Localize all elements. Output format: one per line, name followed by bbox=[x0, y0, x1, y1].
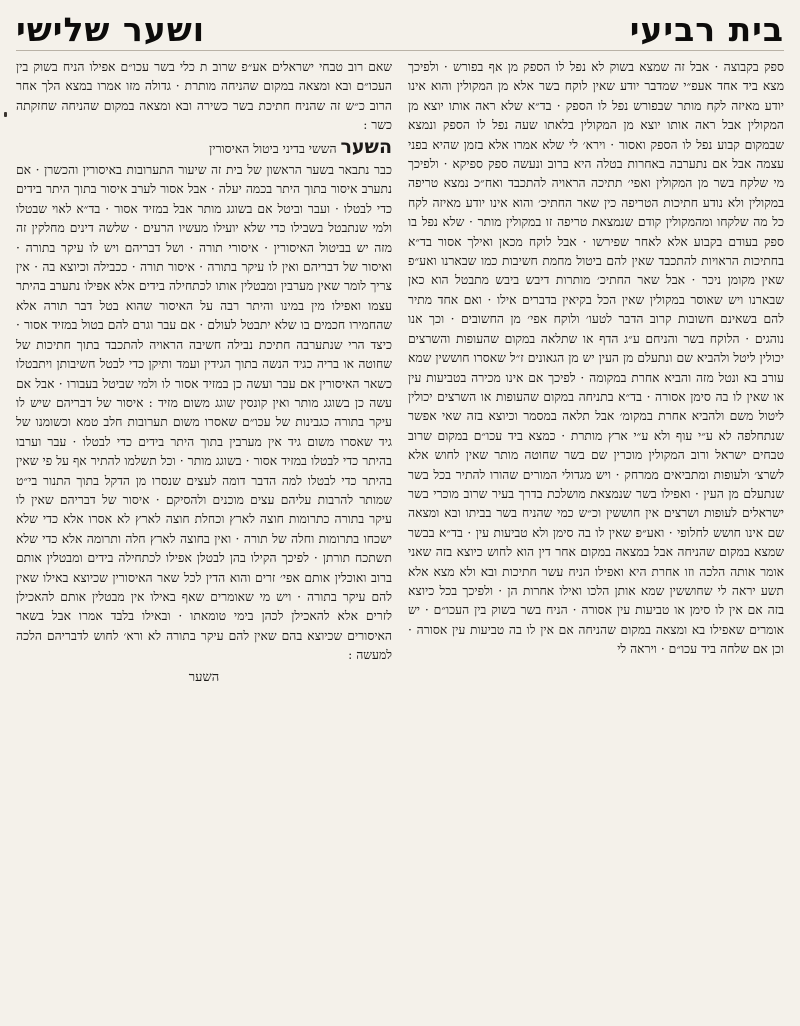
page-header bbox=[16, 10, 784, 51]
margin-mark bbox=[4, 112, 7, 117]
right-text-column bbox=[408, 58, 784, 1016]
left-text-column bbox=[16, 58, 392, 1016]
catchword: השער bbox=[188, 669, 220, 685]
right-column-paragraph: ספק בקבוצה · אבל זה שמצא בשוק לא נפל לו הספק מן אף בפורש · ולפיכך מצא ביד אחד אעפ״י שמדבר יודע שאין לוקח בשר אלא מן המקולין והוא אינו יודע מאיזה לקח מותר שבפורש נפל לו הספק · בד״א שלא ראה אותו יוצא מן המקולין אבל ראה אותו יוצא מן המקולין בלאתו שעה נפל לו הספק ונמצא שבמקום קבוע נפל לו הספק ואסור · וירא׳ לי שלא אמרו אלא בזמן שהיא בפני עצמה אבל אם נתערבה באחרות בטלה היא ברוב ונעשה ספק ספיקא · ולפיכך מי שלקח בשר מן המקולין ואפי׳ תתיכה הראויה להתכבד ואח״כ נמצא טריפה במקולין ולא נודע חתיכות הטריפה כין שאר החתיכ׳ והוא אינו יודע מאיזה לקח כל מה שלקחו ומהמקולין קודם שנמצאת טריפה זו במקולין מותר · שלא נפל בו ספק בעודם בקבוע אלא לאחר שפירשו · אבל לוקח מכאן ואילך אסור בד״א בחתיכות הראויות להתכבד שאין להם ביטול מחמת חשיבות כמו שבארנו ואע״פ שאין מקומן ניכר · אבל שאר החתיכ׳ מותרות דיבש ביבש מתבטל הוא כאן שבארנו ויש שאוסר במקולין שאין הכל בקיאין בדברים אילו · ואם אחד מתיר להם בשאינם חשובות קרוב הדבר לטעו׳ ולוקח אפי׳ מן החשובים · וכך אנו נוהגים · הלוקח בשר והניחם ע״ג הדף או שתלאה במקום שהעופות והשרצים יכולין ליטל ולהביא שם ונתעלם מן העין יש מן הגאונים ז״ל שאסרו חוששין שמא עורב בא ונטל מזה והביא אחרת במקומה · לפיכך אם אינו מכירה בטביעות עין או שאין לו בה סימן אסורה · בד״א בתניחה במקום שהעופות או השרצים יכולין ליטול משם ולהביא אחרת במקומ׳ אבל תלאה במסמר וכיוצא בזה שאי אפשר שנתחלפה לא ע״י עוף ולא ע״י ארץ מותרת · כמצא ביד עכו״ם במקום שרוב טבחים ישראל ורוב המקולין מוכרין שם בשר שחוטה מותר שאין לחוש אלא לשרצ׳ ולעופות ומתביאים ממרחק · ויש מגדולי המורים שהורו להתיר בכל בשר שנתעלם מן העין · ואפילו בשר שנמצאת מושלכת בדרך בעיר שרוב מוכרי בשר ישראלים לעופות ושרצים אין חוששין וכ״ש כמי שהניח בשר בביתו ובא ומצאה שם אינו חושש לחלופי · ואע״פ שאין לו בה סימן ולא טביעות עין · בד״א בבשר שמצא במקום שהניחה אבל במצאה במקום אחר דין הוא לחוש כיוצא בזה שאני אומר אותה הלכה וזו אחרת היא ואפילו הניח עשר חתיכות ובא ולא מצא אלא תשע יראה לי שחוששין שמא אותן הלכו ואילו אחרות הן · ולפיכך בכל כיוצא בזה אם אין לו סימן או טביעות עין אסורה · הניח בשר בשוק בין העכו״ם · יש אומרים שאפילו בא ומצאה במקום שהניחה אם אין לו בה טביעות עין אסורה · וכן אם שלחה ביד עכו״ם · ויראה לי bbox=[408, 60, 784, 657]
shaar-title: הששי בדיני ביטול האיסורין bbox=[209, 141, 337, 156]
text-columns bbox=[16, 58, 784, 1016]
shaar-label: השער bbox=[340, 135, 392, 158]
left-column-paragraph: כבר נתבאר בשער הראשון של בית זה שיעור התערובות באיסורין והכשרן · אם נתערב איסור בתוך היתר בכמה יעלה · אבל אסור לערב איסור בתוך היתר בידים כדי לבטלו · ועבר וביטל אם בשוגג מותר אבל במזיד אסור · בד״א לאוי שבטלו ולמי שנתבטל בשבילו כדי שלא יועילו מעשיו הרעים · שלשה דינים מחלקין זה מזה יש בביטול האיסורין · איסורי תורה · ושל דבריהם ויש לו עיקר בתורה · ואיסור של דבריהם ואין לו עיקר בתורה · איסור תורה · ככבילה וכיוצא בה · אין צריך לומר שאין מערבין ומבטלין אותו לכתחילה בידים אלא אפילו נתערב בהיתר עצמו ואפילו מין במינו והיתר רבה על האיסור שהוא בטל דבר תורה אלא שהחמירו חכמים בו שלא יתבטל לעולם · אם עבר וגרם להם בטול במזיד אסור · כיצד הרי שנתערבה חתיכת נבילה חשיבה הראויה להתכבד בתוך חתיכות של שחוטה או בריה כגיד הנשה בתוך הגידין ועמד ותיקן כדי לבטל חשיבותן ויתבטלו כשאר האיסורין אם עבר ועשה כן במזיד אסור לו ולמי שביטל בעבורו · אבל אם עשה כן בשוגג מותר ואין קונסין שוגג משום מזיד : איסור של דבריהם שיש לו עיקר בתורה כגבינות של עכו״ם שאסרו משום תערובות חלב טמא וכשומנו של גיד שאסרו משום גיד אין מערבין בתוך היתר בידים כדי לבטלו · עבר וערבו בהיתר כדי לבטלו במזיד אסור · בשוגג מותר · וכל תשלמו להתיר אף על פי שאין בהיתר כדי לבטלו למה הדבר דומה לעצים שנסרו מן הדקל בתוך התנור בי״ט שמותר להרבות עליהם עצים מוכנים ולהסיקם · איסור של דבריהם שאין לו עיקר בתורה כתרומות חוצה לארץ וכחלת חוצה לארץ לא אסרו אלא כדי שלא ישכחו בתרומות וחלה של תורה · ואין בחוצה לארץ חלה ותרומה אלא כדי שלא תשתכח תורתן · לפיכך הקילו בהן לבטלן אפילו לכתחילה בידים ומבטלין אותם ברוב ואוכלין אותם אפי׳ זרים והוא הדין לכל שאר האיסורין שכיוצא באילו שאין להם עיקר בתורה · ויש מי שאומרים שאף באילו אין מבטלין אותם להאכילן לזרים אלא להאכילן לכהן בימי טומאתו · ובאילו בלבד אמרו אבל בשאר האיסורים שכיוצא בהם שאין להם עיקר בתורה לא ורא׳ לחוש לדבריהם הלכה למעשה : bbox=[16, 163, 392, 663]
shaar-heading bbox=[16, 135, 392, 159]
right-running-head: בית רביעי bbox=[629, 10, 784, 49]
left-column-paragraph: שאם רוב טבחי ישראלים אע״פ שרוב ת כלי בשר עכו״ם אפילו הניח בשוק בין העכו״ם ובא ומצאה במקום שהניחה מותרת · גדולה מזו אמרו במצא הלך אחר הרוב כ״ש זה שהניח חתיכת בשר כשירה ובא ומצאה במקום שהניחה שחזקתה כשר : bbox=[16, 60, 392, 133]
left-running-head: ושער שלישי bbox=[16, 10, 206, 49]
